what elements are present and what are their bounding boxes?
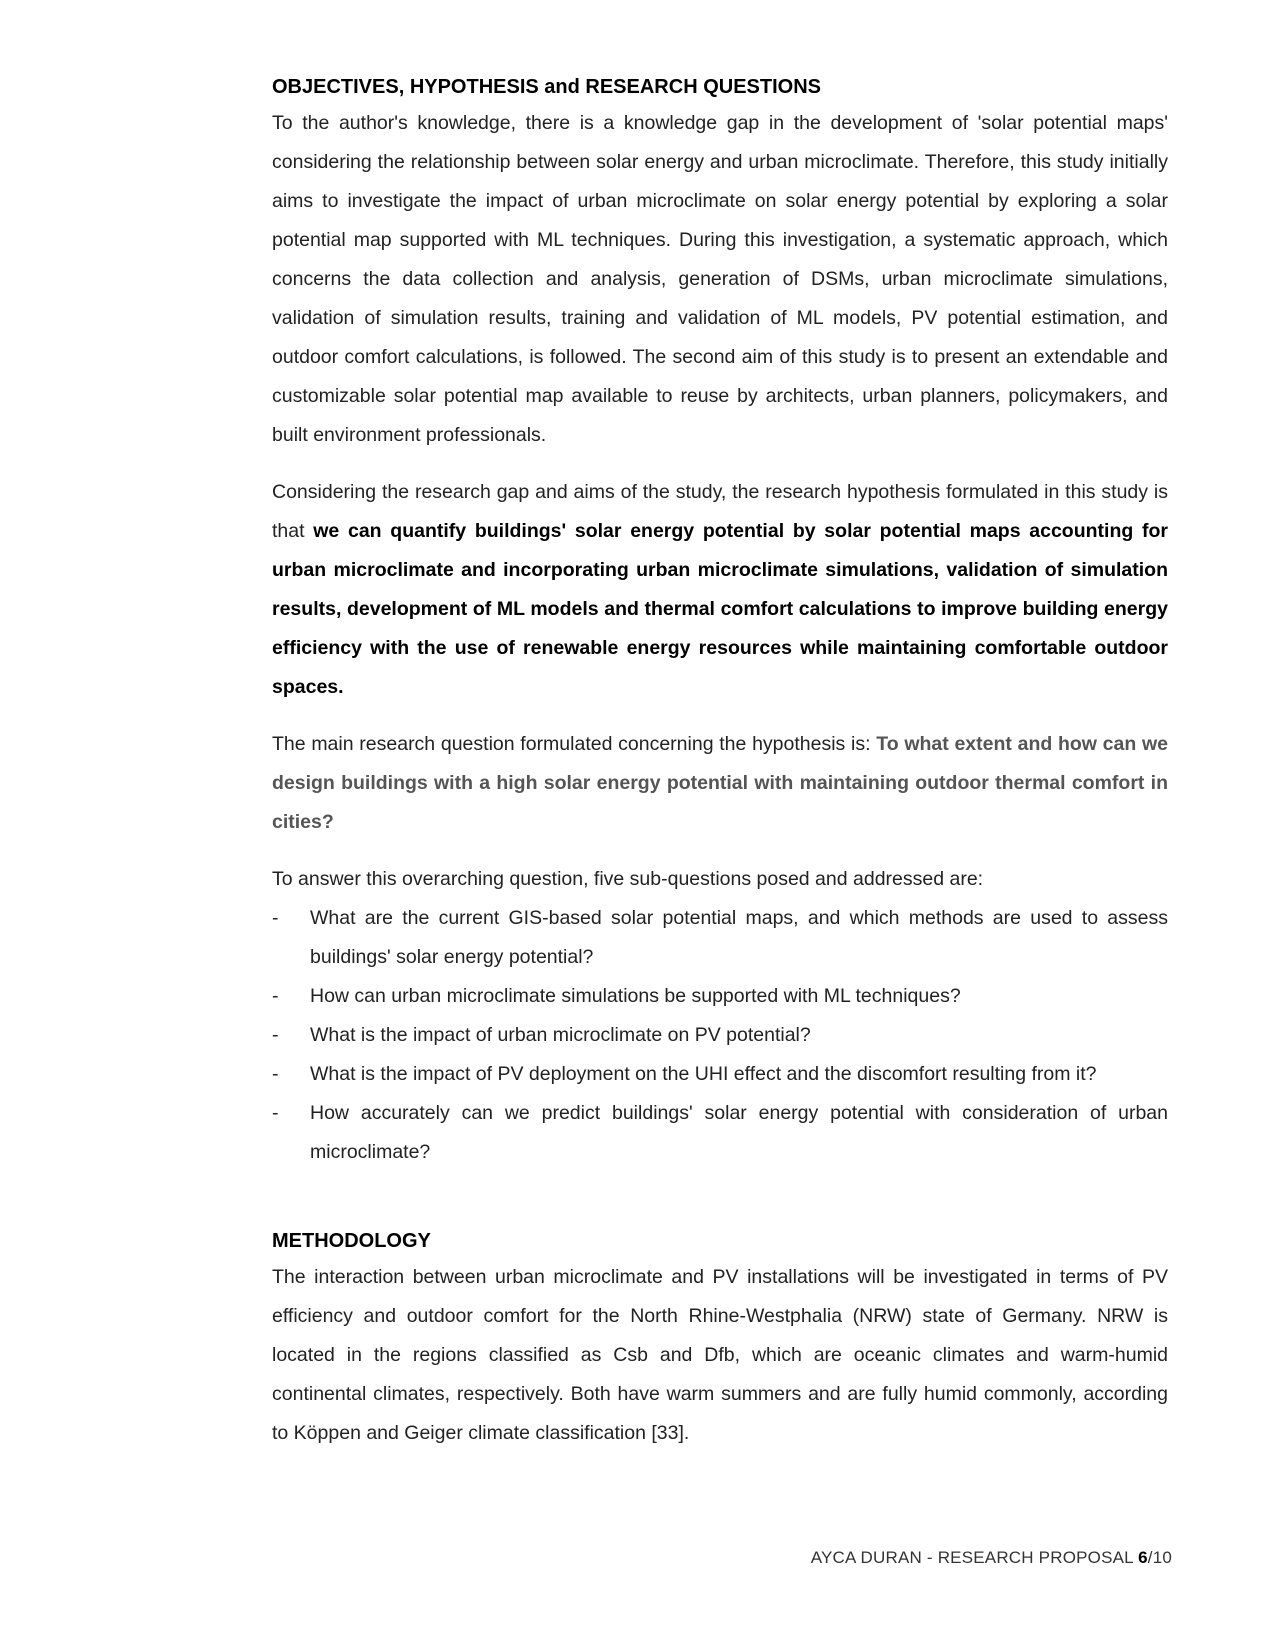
list-item (272, 1055, 1168, 1094)
hypothesis-intro: Considering the research gap and aims of the study, the research hypothesis formulated in this study is that (272, 481, 1168, 542)
objectives-paragraph: To the author's knowledge, there is a knowledge gap in the development of 'solar potential maps' considering the relationship between solar energy and urban microclimate. Therefore, this study initially aims to investigate the impact of urban microclimate on solar energy potential by exploring a solar potential map supported with ML techniques. During this investigation, a systematic approach, which concerns the data collection and analysis, generation of DSMs, urban microclimate simulations, validation of simulation results, training and validation of ML models, PV potential estimation, and outdoor comfort calculations, is followed. The second aim of this study is to present an extendable and customizable solar potential map available to reuse by architects, urban planners, policymakers, and built environment professionals. (272, 112, 1168, 446)
subquestion-text: What are the current GIS-based solar potential maps, and which methods are used to assess buildings' solar energy potential? (310, 907, 1168, 968)
bullet-dash: - (272, 907, 279, 929)
page-number-total: /10 (1147, 1548, 1172, 1567)
research-question-intro: The main research question formulated concerning the hypothesis is: (272, 733, 877, 755)
footer-label: AYCA DURAN - RESEARCH PROPOSAL (810, 1548, 1139, 1567)
subquestions-intro: To answer this overarching question, five sub-questions posed and addressed are: (272, 868, 984, 890)
page-number-current: 6 (1138, 1548, 1148, 1567)
list-item (272, 977, 1168, 1016)
research-question-paragraph (272, 725, 1168, 842)
methodology-heading: METHODOLOGY (272, 1230, 431, 1252)
list-item (272, 899, 1168, 977)
subquestions-list (272, 899, 1168, 1172)
hypothesis-statement: we can quantify buildings' solar energy potential by solar potential maps accounting for urban microclimate and incorporating urban microclimate simulations, validation of simulation results, development of ML models and thermal comfort calculations to improve building energy efficiency with the use of renewable energy resources while maintaining comfortable outdoor spaces. (272, 520, 1168, 698)
bullet-dash: - (272, 1063, 279, 1085)
subquestion-text: What is the impact of PV deployment on the UHI effect and the discomfort resulting from it? (310, 1063, 1097, 1085)
list-item (272, 1016, 1168, 1055)
subquestion-text: What is the impact of urban microclimate on PV potential? (310, 1024, 811, 1046)
bullet-dash: - (272, 985, 279, 1007)
methodology-paragraph: The interaction between urban microclimate and PV installations will be investigated in terms of PV efficiency and outdoor comfort for the North Rhine-Westphalia (NRW) state of Germany. NRW is located in the regions classified as Csb and Dfb, which are oceanic climates and warm-humid continental climates, respectively. Both have warm summers and are fully humid commonly, according to Köppen and Geiger climate classification [33]. (272, 1266, 1168, 1444)
main-research-question: To what extent and how can we design buildings with a high solar energy potential with maintaining outdoor thermal comfort in cities? (272, 733, 1169, 833)
page-footer (811, 1548, 1172, 1568)
hypothesis-paragraph (272, 473, 1168, 707)
subquestion-text: How accurately can we predict buildings' solar energy potential with consideration of urban microclimate? (310, 1102, 1168, 1163)
objectives-heading: OBJECTIVES, HYPOTHESIS and RESEARCH QUESTIONS (272, 76, 821, 98)
document-page (272, 70, 1168, 1453)
list-item (272, 1094, 1168, 1172)
subquestion-text: How can urban microclimate simulations be supported with ML techniques? (310, 985, 961, 1007)
bullet-dash: - (272, 1024, 279, 1046)
bullet-dash: - (272, 1102, 279, 1124)
